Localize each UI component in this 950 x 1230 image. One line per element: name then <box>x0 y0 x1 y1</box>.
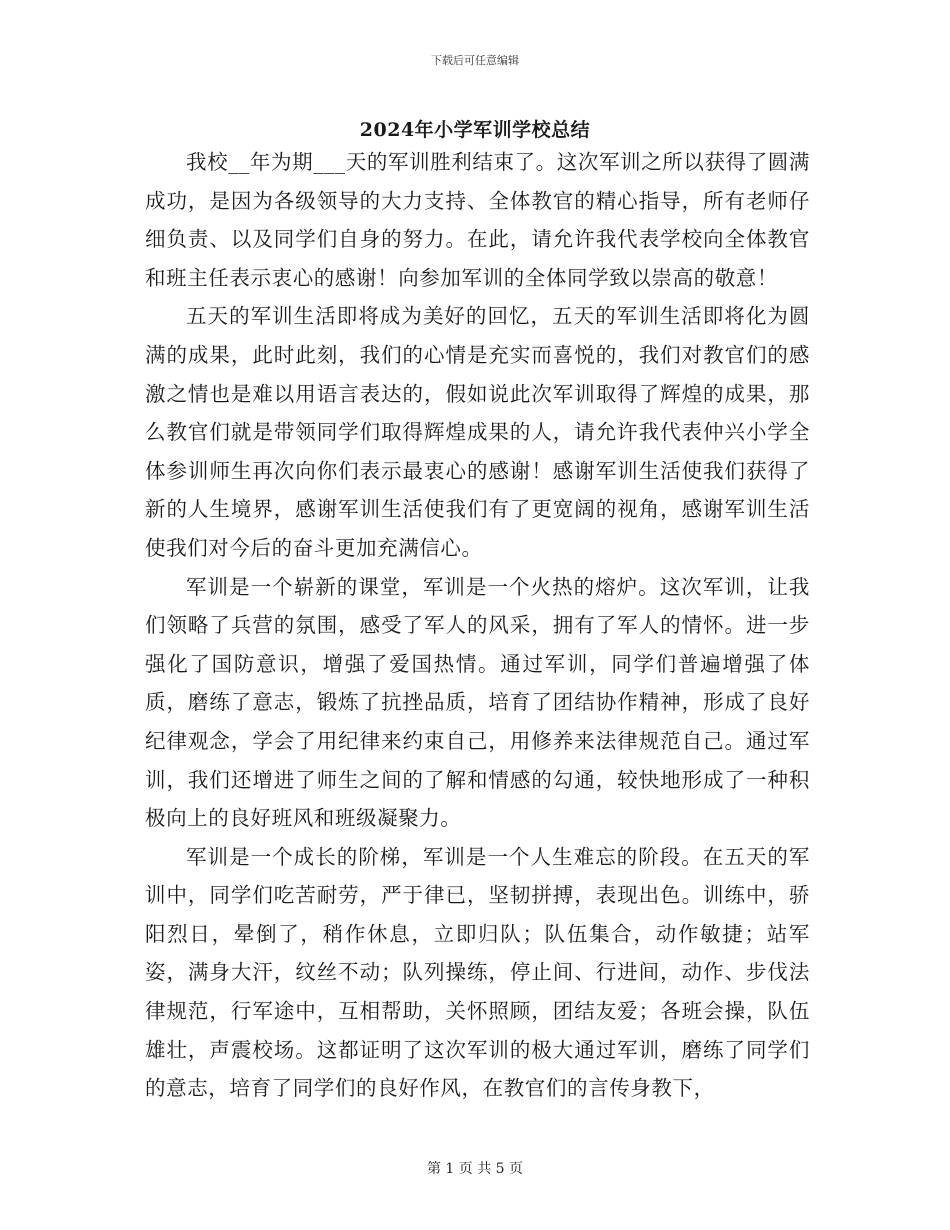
paragraph-3: 军训是一个崭新的课堂，军训是一个火热的熔炉。这次军训，让我们领略了兵营的氛围，感受了军人的风采，拥有了军人的情怀。进一步强化了国防意识，增强了爱国热情。通过军训，同学们普遍增强了体质，磨练了意志，锻炼了抗挫品质，培育了团结协作精神，形成了良好纪律观念，学会了用纪律来约束自己，用修养来法律规范自己。通过军训，我们还增进了师生之间的了解和情感的勾通，较快地形成了一种积极向上的良好班风和班级凝聚力。 <box>145 574 810 831</box>
page-header-note: 下载后可任意编辑 <box>431 54 519 67</box>
document-title: 2024年小学军训学校总结 <box>359 119 591 141</box>
paragraph-4: 军训是一个成长的阶梯，军训是一个人生难忘的阶段。在五天的军训中，同学们吃苦耐劳，严于律已，坚韧拼搏，表现出色。训练中，骄阳烈日，晕倒了，稍作休息，立即归队；队伍集合，动作敏捷；站军姿，满身大汗，纹丝不动；队列操练，停止间、行进间，动作、步伐法律规范，行军途中，互相帮助，关怀照顾，团结友爱；各班会操，队伍雄壮，声震校场。这都证明了这次军训的极大通过军训，磨练了同学们的意志，培育了同学们的良好作风，在教官们的言传身教下， <box>145 844 810 1101</box>
paragraph-2: 五天的军训生活即将成为美好的回忆，五天的军训生活即将化为圆满的成果，此时此刻，我们的心情是充实而喜悦的，我们对教官们的感激之情也是难以用语言表达的，假如说此次军训取得了辉煌的成果，那么教官们就是带领同学们取得辉煌成果的人，请允许我代表仲兴小学全体参训师生再次向你们表示最衷心的感谢！感谢军训生活使我们获得了新的人生境界，感谢军训生活使我们有了更宽阔的视角，感谢军训生活使我们对今后的奋斗更加充满信心。 <box>145 304 810 560</box>
document-body <box>145 143 810 1108</box>
page-number: 第 1 页 共 5 页 <box>426 1161 524 1177</box>
paragraph-1: 我校__年为期___天的军训胜利结束了。这次军训之所以获得了圆满成功，是因为各级领导的大力支持、全体教官的精心指导，所有老师仔细负责、以及同学们自身的努力。在此，请允许我代表学校向全体教官和班主任表示衷心的感谢！向参加军训的全体同学致以崇高的敬意！ <box>145 150 810 290</box>
